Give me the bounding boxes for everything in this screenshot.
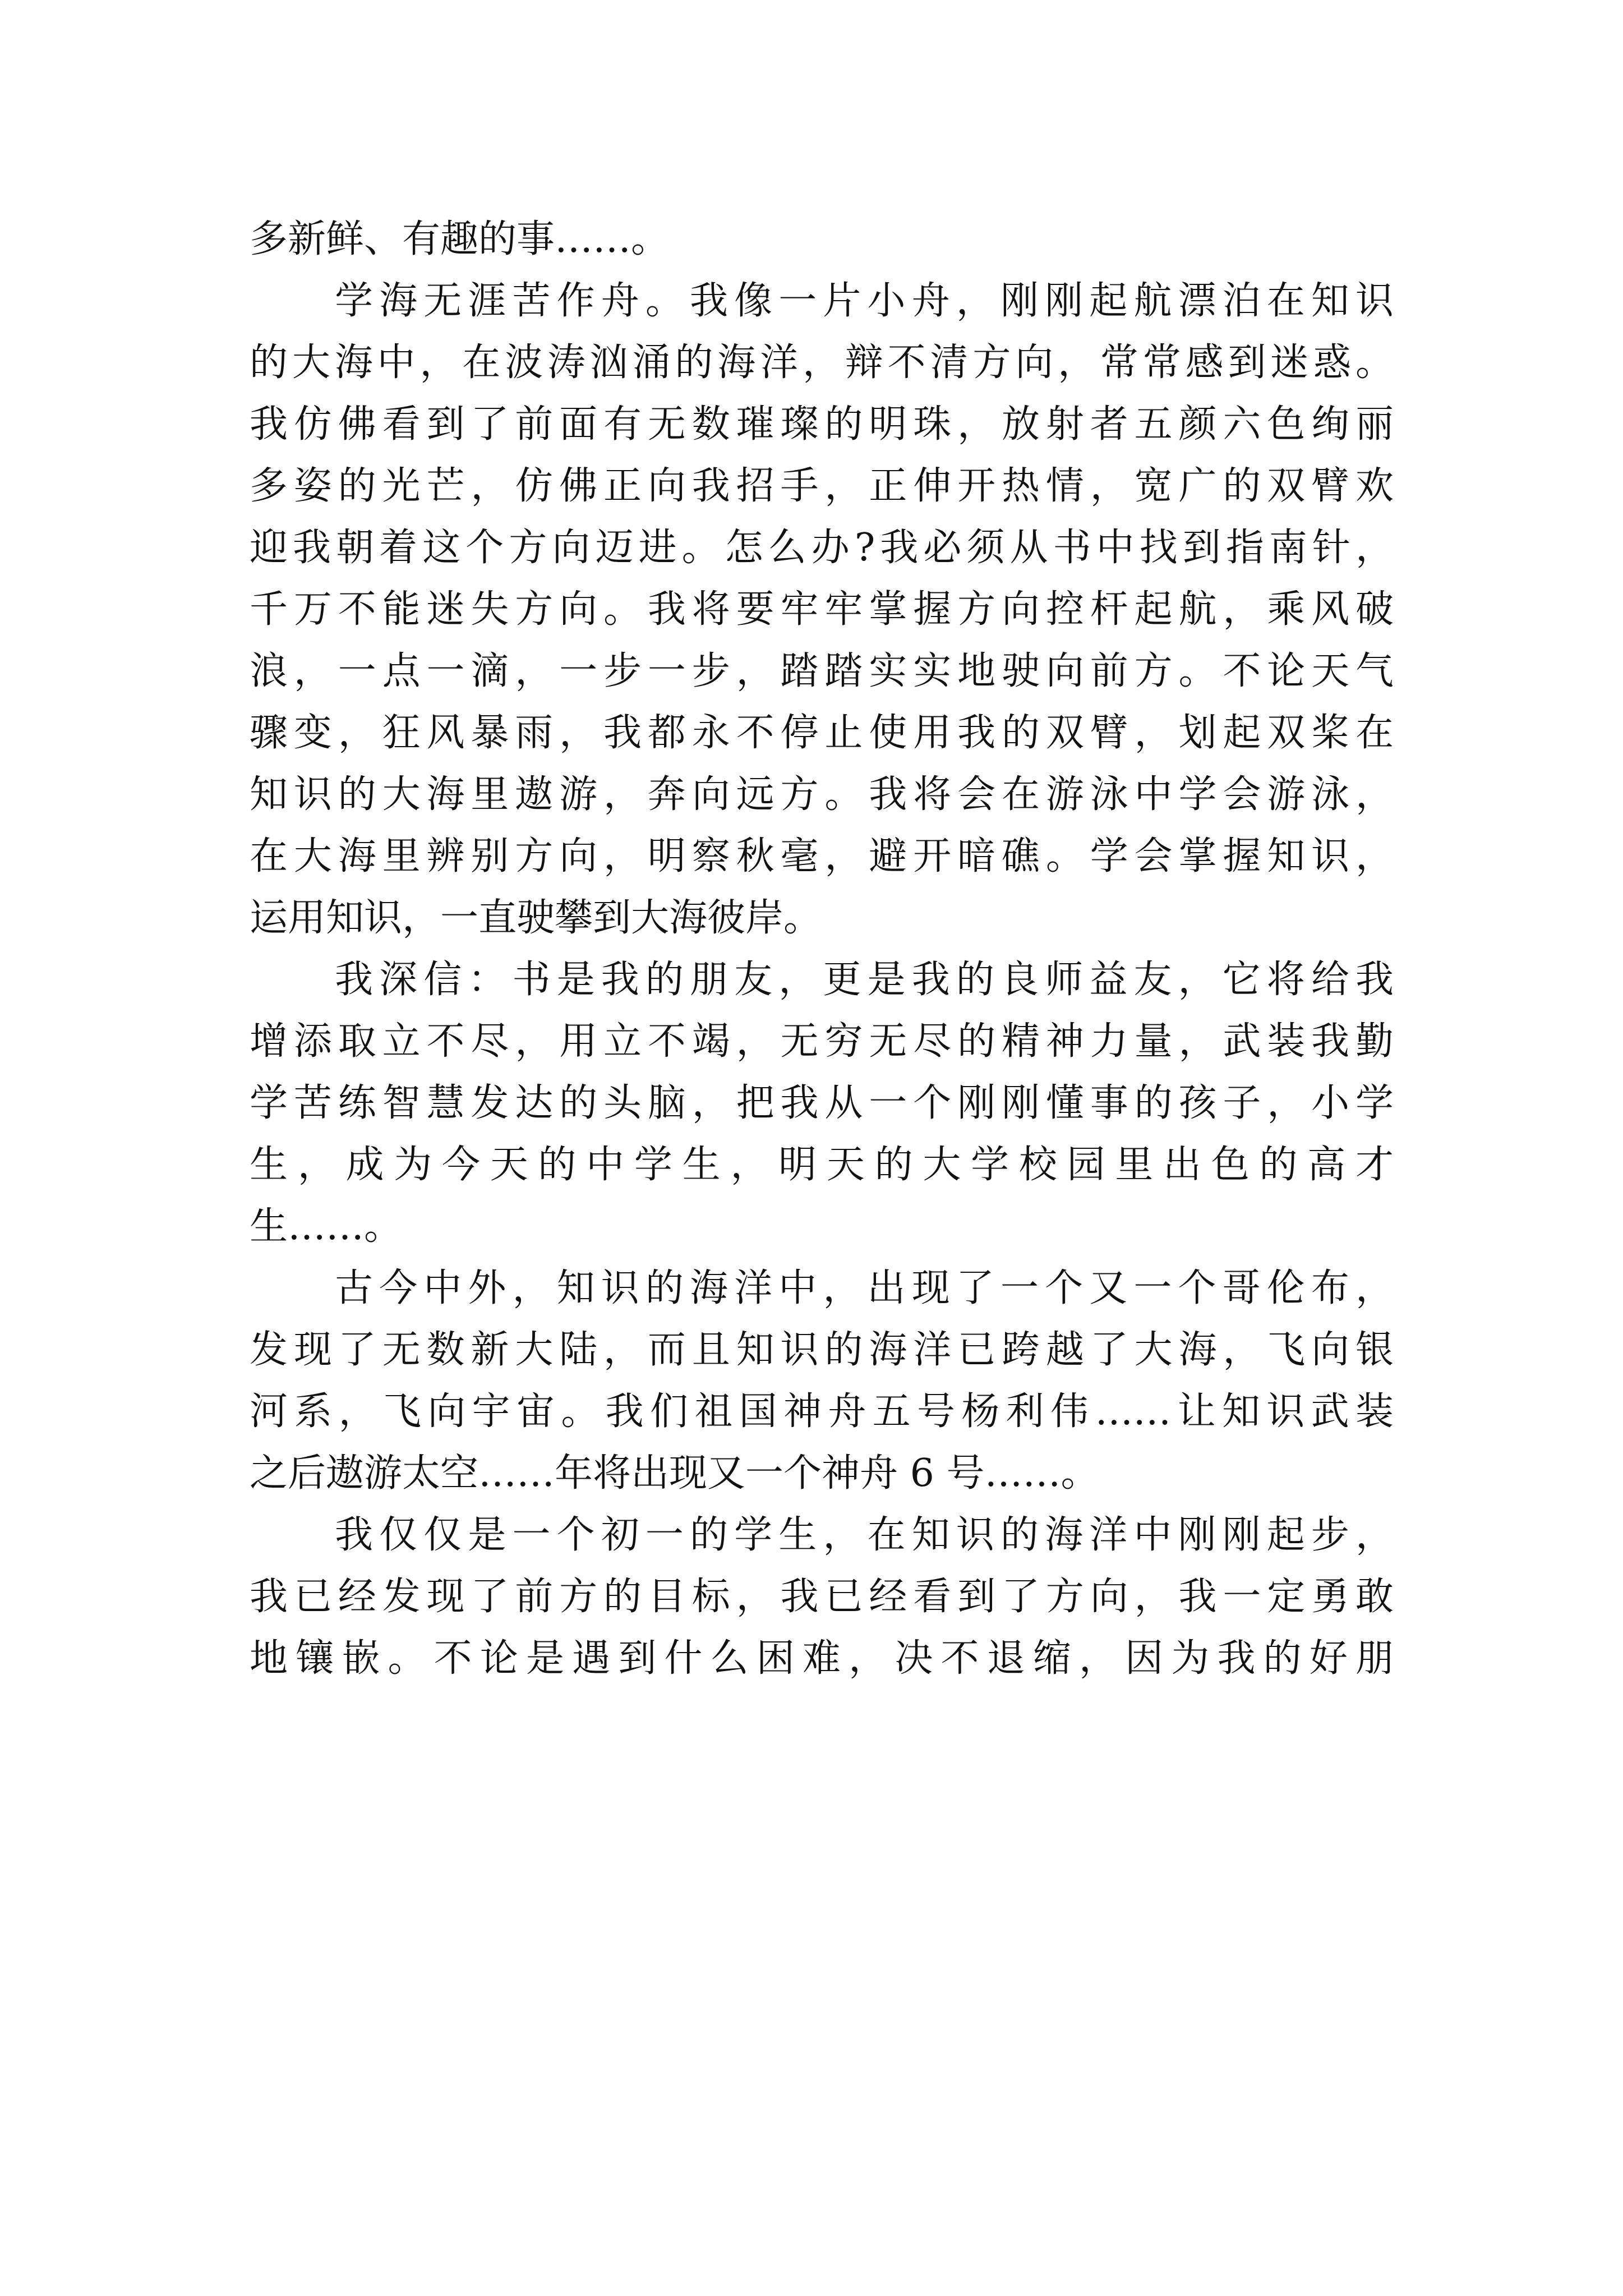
paragraph-2 <box>250 270 1394 949</box>
paragraph-5 <box>250 1504 1394 1690</box>
text-line: 我深信：书是我的朋友，更是我的良师益友，它将给我 <box>335 958 1394 1002</box>
document-body <box>250 209 1394 1690</box>
paragraph-3 <box>250 949 1394 1258</box>
text-line: 河系，飞向宇宙。我们祖国神舟五号杨利伟……让知识武装 <box>250 1389 1394 1434</box>
text-line: 我已经发现了前方的目标，我已经看到了方向，我一定勇敢 <box>250 1575 1394 1619</box>
text-line: 我仿佛看到了前面有无数璀璨的明珠，放射者五颜六色绚丽 <box>250 402 1394 447</box>
paragraph-1 <box>250 209 1394 270</box>
text-line: 发现了无数新大陆，而且知识的海洋已跨越了大海，飞向银 <box>250 1328 1394 1372</box>
text-line: 运用知识，一直驶攀到大海彼岸。 <box>250 896 822 940</box>
text-line: 的大海中，在波涛汹涌的海洋，辩不清方向，常常感到迷惑。 <box>250 341 1394 385</box>
text-line: 多新鲜、有趣的事……。 <box>250 217 670 261</box>
text-line: 浪，一点一滴，一步一步，踏踏实实地驶向前方。不论天气 <box>250 649 1394 693</box>
text-line: 多姿的光芒，仿佛正向我招手，正伸开热情，宽广的双臂欢 <box>250 464 1394 508</box>
text-line: 增添取立不尽，用立不竭，无穷无尽的精神力量，武装我勤 <box>250 1019 1394 1064</box>
text-line: 生……。 <box>250 1204 403 1249</box>
text-line: 千万不能迷失方向。我将要牢牢掌握方向控杆起航，乘风破 <box>250 587 1394 632</box>
text-line: 地镶嵌。不论是遇到什么困难，决不退缩，因为我的好朋 <box>250 1636 1394 1681</box>
text-line: 之后遨游太空……年将出现又一个神舟 6 号……。 <box>250 1451 1099 1496</box>
text-line: 骤变，狂风暴雨，我都永不停止使用我的双臂，划起双桨在 <box>250 711 1394 755</box>
text-line: 学苦练智慧发达的头脑，把我从一个刚刚懂事的孩子，小学 <box>250 1081 1394 1125</box>
text-line: 古今中外，知识的海洋中，出现了一个又一个哥伦布， <box>335 1266 1394 1310</box>
text-line: 知识的大海里遨游，奔向远方。我将会在游泳中学会游泳， <box>250 772 1394 817</box>
text-line: 生，成为今天的中学生，明天的大学校园里出色的高才 <box>250 1143 1394 1187</box>
text-line: 迎我朝着这个方向迈进。怎么办?我必须从书中找到指南针， <box>250 526 1394 570</box>
text-line: 学海无涯苦作舟。我像一片小舟，刚刚起航漂泊在知识 <box>335 279 1394 323</box>
text-line: 我仅仅是一个初一的学生，在知识的海洋中刚刚起步， <box>335 1513 1394 1557</box>
text-line: 在大海里辨别方向，明察秋毫，避开暗礁。学会掌握知识， <box>250 834 1394 878</box>
paragraph-4 <box>250 1258 1394 1504</box>
